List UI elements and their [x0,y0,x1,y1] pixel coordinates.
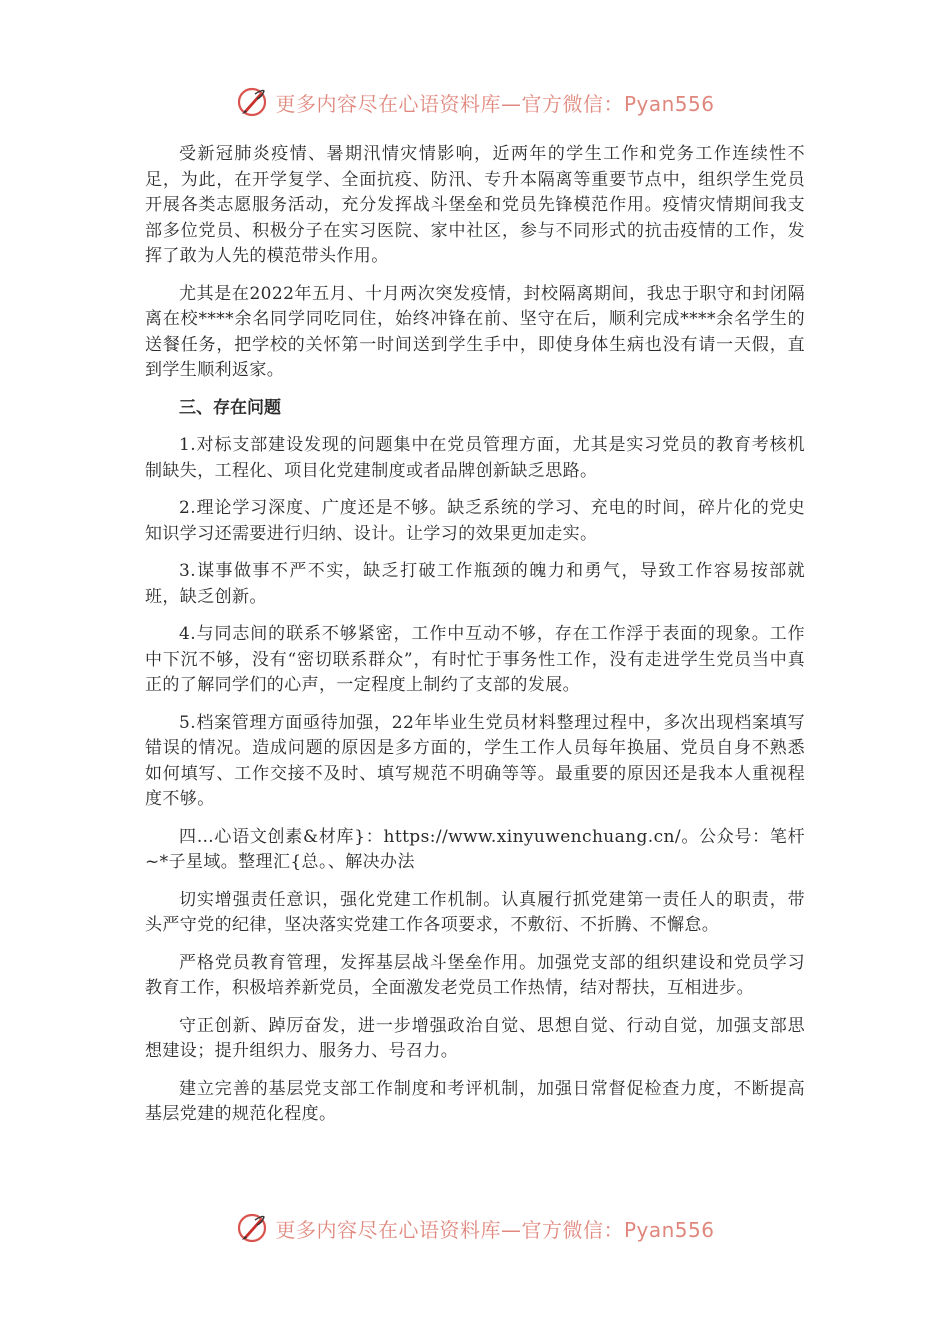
problem-item-5: 5.档案管理方面亟待加强，22年毕业生党员材料整理过程中，多次出现档案填写错误的情况。造成问题的原因是多方面的，学生工作人员每年换届、党员自身不熟悉如何填写、工作交接不及时、填写规范不明确等等。最重要的原因还是我本人重视程度不够。 [145,712,805,809]
section-heading-solutions: 四…心语文创素&材库}：https://www.xinyuwenchuang.cn/。公众号：笔杆~*子星域。整理汇{总。、解决办法 [145,826,805,872]
document-body [145,142,805,1140]
header-banner [0,82,950,122]
section-heading-problems: 三、存在问题 [179,397,281,418]
paragraph-epidemic-flood-work: 受新冠肺炎疫情、暑期汛情灾情影响，近两年的学生工作和党务工作连续性不足，为此，在开学复学、全面抗疫、防汛、专升本隔离等重要节点中，组织学生党员开展各类志愿服务活动，充分发挥战斗堡垒和党员先锋模范作用。疫情灾情期间我支部多位党员、积极分子在实习医院、家中社区，参与不同形式的抗击疫情的工作，发挥了敢为人先的模范带头作用。 [145,144,805,266]
problem-item-4: 4.与同志间的联系不够紧密，工作中互动不够，存在工作浮于表面的现象。工作中下沉不够，没有“密切联系群众”，有时忙于事务性工作，没有走进学生党员当中真正的了解同学们的心声，一定程度上制约了支部的发展。 [145,624,805,695]
footer-banner-text: 更多内容尽在心语资料库—官方微信：Pyan556 [275,1217,715,1242]
problem-item-1: 1.对标支部建设发现的问题集中在党员管理方面，尤其是实习党员的教育考核机制缺失，工程化、项目化党建制度或者品牌创新缺乏思路。 [145,435,805,481]
paragraph-2022-lockdown: 尤其是在2022年五月、十月两次突发疫情，封校隔离期间，我忠于职守和封闭隔离在校****余名同学同吃同住，始终冲锋在前、坚守在后，顺利完成****余名学生的送餐任务，把学校的关怀第一时间送到学生手中，即使身体生病也没有请一天假，直到学生顺利返家。 [145,283,805,380]
quill-pen-seal-icon [235,85,269,119]
solution-paragraph-2: 严格党员教育管理，发挥基层战斗堡垒作用。加强党支部的组织建设和党员学习教育工作，积极培养新党员，全面激发老党员工作热情，结对帮扶，互相进步。 [145,952,805,998]
problem-item-3: 3.谋事做事不严不实，缺乏打破工作瓶颈的魄力和勇气，导致工作容易按部就班，缺乏创新。 [145,561,805,607]
solution-paragraph-1: 切实增强责任意识，强化党建工作机制。认真履行抓党建第一责任人的职责，带头严守党的纪律，坚决落实党建工作各项要求，不敷衍、不折腾、不懈怠。 [145,889,805,935]
footer-banner [0,1208,950,1248]
quill-pen-seal-icon [235,1211,269,1245]
header-banner-text: 更多内容尽在心语资料库—官方微信：Pyan556 [275,91,715,116]
solution-paragraph-4: 建立完善的基层党支部工作制度和考评机制，加强日常督促检查力度，不断提高基层党建的规范化程度。 [145,1078,805,1124]
solution-paragraph-3: 守正创新、踔厉奋发，进一步增强政治自觉、思想自觉、行动自觉，加强支部思想建设；提升组织力、服务力、号召力。 [145,1015,805,1061]
problem-item-2: 2.理论学习深度、广度还是不够。缺乏系统的学习、充电的时间，碎片化的党史知识学习还需要进行归纳、设计。让学习的效果更加走实。 [145,498,805,544]
